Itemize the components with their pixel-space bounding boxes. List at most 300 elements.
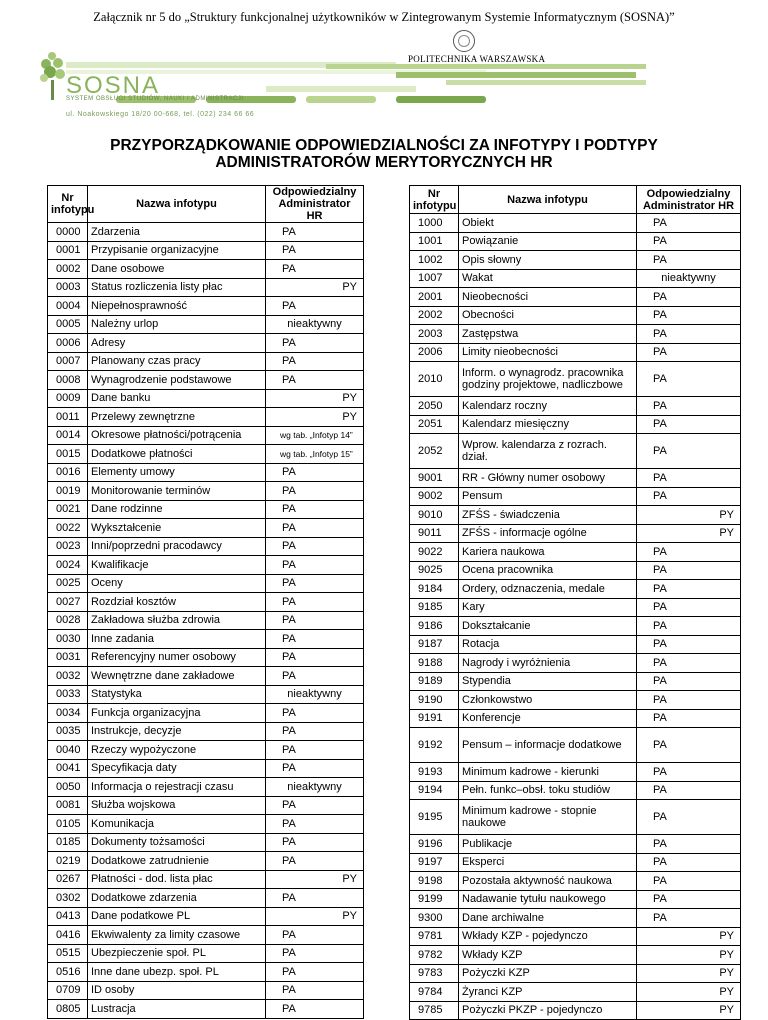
table-row <box>48 371 364 390</box>
admin-py: PY <box>334 907 364 926</box>
table-row <box>48 648 364 667</box>
infotype-name: Opis słowny <box>459 251 637 270</box>
table-row <box>410 598 741 617</box>
admin-py <box>709 561 741 580</box>
admin-py: PY <box>709 964 741 983</box>
infotype-number: 0041 <box>48 759 88 778</box>
admin-py <box>334 241 364 260</box>
admin-pa: PA <box>637 598 709 617</box>
admin-py <box>334 944 364 963</box>
infotype-number: 2001 <box>410 288 459 307</box>
infotype-name: Służba wojskowa <box>88 796 266 815</box>
infotype-number: 0302 <box>48 889 88 908</box>
admin-pa: PA <box>637 561 709 580</box>
infotype-number: 0081 <box>48 796 88 815</box>
admin-pa: PA <box>637 434 709 469</box>
infotype-name: Informacja o rejestracji czasu <box>88 778 266 797</box>
admin-py <box>709 598 741 617</box>
infotype-name: Pensum <box>459 487 637 506</box>
admin-pa: PA <box>637 362 709 397</box>
admin-py <box>334 537 364 556</box>
table-row <box>48 611 364 630</box>
table-row <box>410 288 741 307</box>
admin-py <box>709 909 741 928</box>
admin-pa: PA <box>637 709 709 728</box>
table-row <box>410 927 741 946</box>
admin-pa: PA <box>266 482 334 501</box>
infotype-name: Rozdział kosztów <box>88 593 266 612</box>
admin-pa: PA <box>266 1000 334 1019</box>
table-row <box>410 691 741 710</box>
admin-py <box>709 580 741 599</box>
admin-pa <box>266 278 334 297</box>
infotype-name: Referencyjny numer osobowy <box>88 648 266 667</box>
table-row <box>48 519 364 538</box>
table-row <box>48 500 364 519</box>
infotype-name: Monitorowanie terminów <box>88 482 266 501</box>
admin-pa: PA <box>266 463 334 482</box>
admin-py <box>709 635 741 654</box>
infotype-number: 0019 <box>48 482 88 501</box>
table-row <box>48 778 364 797</box>
infotype-number: 0040 <box>48 741 88 760</box>
infotype-name: ID osoby <box>88 981 266 1000</box>
infotype-number: 0016 <box>48 463 88 482</box>
infotype-name: Specyfikacja daty <box>88 759 266 778</box>
infotype-number: 0002 <box>48 260 88 279</box>
infotype-name: RR - Główny numer osobowy <box>459 469 637 488</box>
admin-py <box>334 741 364 760</box>
infotype-number: 9185 <box>410 598 459 617</box>
admin-pa <box>637 983 709 1002</box>
admin-pa: PA <box>637 763 709 782</box>
admin-pa: PA <box>266 334 334 353</box>
table-row <box>410 415 741 434</box>
infotype-number: 0008 <box>48 371 88 390</box>
table-row <box>410 561 741 580</box>
infotype-name: Zdarzenia <box>88 223 266 242</box>
infotype-name: Pożyczki PKZP - pojedynczo <box>459 1001 637 1020</box>
table-row <box>48 833 364 852</box>
infotype-name: Przypisanie organizacyjne <box>88 241 266 260</box>
infotype-number: 0028 <box>48 611 88 630</box>
infotype-name: Obiekt <box>459 214 637 233</box>
admin-py <box>334 796 364 815</box>
infotype-number: 9785 <box>410 1001 459 1020</box>
infotype-name: Dodatkowe zdarzenia <box>88 889 266 908</box>
infotype-name: Dokumenty tożsamości <box>88 833 266 852</box>
infotype-number: 1000 <box>410 214 459 233</box>
infotype-name: Dane banku <box>88 389 266 408</box>
admin-py: PY <box>334 408 364 427</box>
infotype-number: 0027 <box>48 593 88 612</box>
admin-py <box>709 728 741 763</box>
infotype-name: Wakat <box>459 269 637 288</box>
admin-pa: PA <box>266 260 334 279</box>
admin-pa: PA <box>266 741 334 760</box>
admin-pa <box>637 964 709 983</box>
admin-py: PY <box>334 389 364 408</box>
admin-pa: PA <box>266 722 334 741</box>
infotype-number: 9198 <box>410 872 459 891</box>
admin-py <box>709 709 741 728</box>
admin-py <box>334 371 364 390</box>
infotype-number: 0185 <box>48 833 88 852</box>
infotype-name: Nadawanie tytułu naukowego <box>459 890 637 909</box>
infotype-name: Limity nieobecności <box>459 343 637 362</box>
table-row <box>48 889 364 908</box>
infotype-name: Statystyka <box>88 685 266 704</box>
infotype-number: 2050 <box>410 397 459 416</box>
admin-pa: PA <box>637 306 709 325</box>
infotype-name: ZFŚS - świadczenia <box>459 506 637 525</box>
table-row <box>410 890 741 909</box>
infotype-number: 0032 <box>48 667 88 686</box>
admin-py <box>709 835 741 854</box>
infotype-name: Wkłady KZP - pojedynczo <box>459 927 637 946</box>
infotype-name: Elementy umowy <box>88 463 266 482</box>
logo-wordmark: SOSNA <box>66 72 161 99</box>
admin-py <box>334 352 364 371</box>
infotype-name: Planowany czas pracy <box>88 352 266 371</box>
table-row <box>48 907 364 926</box>
infotype-number: 9300 <box>410 909 459 928</box>
admin-pa: PA <box>637 288 709 307</box>
admin-pa: PA <box>266 889 334 908</box>
admin-py <box>334 889 364 908</box>
admin-pa: PA <box>266 815 334 834</box>
admin-py <box>334 926 364 945</box>
infotype-name: Okresowe płatności/potrącenia <box>88 426 266 445</box>
infotype-name: Inne dane ubezp. społ. PL <box>88 963 266 982</box>
table-row <box>48 630 364 649</box>
col-header-name: Nazwa infotypu <box>459 186 637 214</box>
table-row <box>410 580 741 599</box>
table-row <box>48 278 364 297</box>
infotype-number: 0000 <box>48 223 88 242</box>
table-row <box>410 872 741 891</box>
admin-pa: PA <box>266 981 334 1000</box>
infotype-name: Obecności <box>459 306 637 325</box>
admin-pa: PA <box>266 500 334 519</box>
admin-py <box>709 306 741 325</box>
infotype-name: Zastępstwa <box>459 325 637 344</box>
table-row <box>48 574 364 593</box>
infotype-name: Komunikacja <box>88 815 266 834</box>
infotype-name: Pozostała aktywność naukowa <box>459 872 637 891</box>
admin-pa: PA <box>266 556 334 575</box>
admin-py <box>334 759 364 778</box>
infotype-number: 0006 <box>48 334 88 353</box>
col-header-nr: Nr infotypu <box>48 186 88 223</box>
col-header-admin: Odpowiedzialny Administrator HR <box>637 186 741 214</box>
infotype-number: 9011 <box>410 524 459 543</box>
infotype-number: 0267 <box>48 870 88 889</box>
infotype-name: Dodatkowe płatności <box>88 445 266 464</box>
admin-py <box>334 297 364 316</box>
infotype-number: 9192 <box>410 728 459 763</box>
table-row <box>410 397 741 416</box>
infotype-number: 0001 <box>48 241 88 260</box>
table-row <box>410 306 741 325</box>
infotype-number: 2006 <box>410 343 459 362</box>
infotype-name: Kwalifikacje <box>88 556 266 575</box>
admin-pa: PA <box>266 537 334 556</box>
admin-py <box>709 397 741 416</box>
table-row <box>410 269 741 288</box>
infotype-name: Płatności - dod. lista płac <box>88 870 266 889</box>
admin-pa: PA <box>637 835 709 854</box>
admin-pa: PA <box>637 890 709 909</box>
admin-status: nieaktywny <box>266 685 364 704</box>
admin-py <box>709 415 741 434</box>
admin-py <box>334 852 364 871</box>
infotype-name: Instrukcje, decyzje <box>88 722 266 741</box>
table-row <box>410 232 741 251</box>
infotype-number: 0805 <box>48 1000 88 1019</box>
infotype-name: Dokształcanie <box>459 617 637 636</box>
infotype-number: 9195 <box>410 800 459 835</box>
infotype-number: 2051 <box>410 415 459 434</box>
infotype-table-right <box>409 185 741 1020</box>
admin-pa <box>266 870 334 889</box>
infotype-number: 9188 <box>410 654 459 673</box>
infotype-number: 2010 <box>410 362 459 397</box>
infotype-name: Powiązanie <box>459 232 637 251</box>
table-row <box>48 685 364 704</box>
admin-py <box>709 214 741 233</box>
admin-pa: PA <box>266 297 334 316</box>
table-row <box>410 728 741 763</box>
infotype-number: 0516 <box>48 963 88 982</box>
infotype-name: Rzeczy wypożyczone <box>88 741 266 760</box>
table-row <box>410 543 741 562</box>
table-row <box>410 1001 741 1020</box>
admin-pa: PA <box>637 781 709 800</box>
table-row <box>410 214 741 233</box>
table-row <box>410 617 741 636</box>
admin-pa: PA <box>637 214 709 233</box>
table-row <box>48 741 364 760</box>
admin-py <box>709 672 741 691</box>
admin-status: nieaktywny <box>637 269 741 288</box>
infotype-number: 9199 <box>410 890 459 909</box>
admin-pa: PA <box>266 371 334 390</box>
infotype-number: 9193 <box>410 763 459 782</box>
admin-pa: PA <box>266 574 334 593</box>
table-row <box>48 667 364 686</box>
table-row <box>410 434 741 469</box>
admin-pa <box>637 506 709 525</box>
admin-py <box>709 469 741 488</box>
infotype-number: 9197 <box>410 853 459 872</box>
infotype-number: 0031 <box>48 648 88 667</box>
admin-pa: PA <box>266 833 334 852</box>
table-row <box>410 325 741 344</box>
admin-pa: PA <box>637 415 709 434</box>
table-row <box>410 781 741 800</box>
infotype-number: 9025 <box>410 561 459 580</box>
infotype-number: 0007 <box>48 352 88 371</box>
admin-pa: PA <box>637 487 709 506</box>
table-row <box>48 704 364 723</box>
infotype-name: Nieobecności <box>459 288 637 307</box>
admin-py: PY <box>334 278 364 297</box>
admin-pa: PA <box>637 617 709 636</box>
admin-py <box>709 763 741 782</box>
table-row <box>410 635 741 654</box>
admin-pa: PA <box>637 728 709 763</box>
infotype-name: Inform. o wynagrodz. pracownika godziny projektowe, nadliczbowe <box>459 362 637 397</box>
infotype-number: 0015 <box>48 445 88 464</box>
infotype-name: Wewnętrzne dane zakładowe <box>88 667 266 686</box>
infotype-name: ZFŚS - informacje ogólne <box>459 524 637 543</box>
admin-py <box>334 1000 364 1019</box>
infotype-name: Inni/poprzedni pracodawcy <box>88 537 266 556</box>
table-row <box>48 537 364 556</box>
table-row <box>410 763 741 782</box>
admin-py: PY <box>709 1001 741 1020</box>
infotype-number: 2052 <box>410 434 459 469</box>
table-row <box>48 981 364 1000</box>
admin-py <box>709 251 741 270</box>
infotype-number: 0005 <box>48 315 88 334</box>
infotype-number: 9784 <box>410 983 459 1002</box>
admin-py <box>334 519 364 538</box>
infotype-name: Wynagrodzenie podstawowe <box>88 371 266 390</box>
infotype-name: Wkłady KZP <box>459 946 637 965</box>
admin-status: nieaktywny <box>266 315 364 334</box>
infotype-name: Nagrody i wyróżnienia <box>459 654 637 673</box>
admin-pa: PA <box>266 667 334 686</box>
admin-py <box>709 487 741 506</box>
infotype-number: 9001 <box>410 469 459 488</box>
table-row <box>48 315 364 334</box>
table-row <box>48 926 364 945</box>
admin-py <box>334 611 364 630</box>
admin-py <box>709 654 741 673</box>
infotype-number: 0413 <box>48 907 88 926</box>
infotype-name: Pożyczki KZP <box>459 964 637 983</box>
infotype-number: 0515 <box>48 944 88 963</box>
admin-py <box>709 781 741 800</box>
admin-pa <box>637 927 709 946</box>
table-row <box>48 759 364 778</box>
admin-py <box>334 833 364 852</box>
admin-pa: PA <box>266 926 334 945</box>
admin-pa: PA <box>637 325 709 344</box>
admin-py <box>334 463 364 482</box>
infotype-name: Ocena pracownika <box>459 561 637 580</box>
admin-pa: PA <box>266 241 334 260</box>
table-row <box>48 1000 364 1019</box>
infotype-name: Ubezpieczenie społ. PL <box>88 944 266 963</box>
infotype-name: Przelewy zewnętrzne <box>88 408 266 427</box>
infotype-number: 0030 <box>48 630 88 649</box>
admin-py: PY <box>709 524 741 543</box>
infotype-name: Kary <box>459 598 637 617</box>
table-row <box>410 672 741 691</box>
infotype-name: Zakładowa służba zdrowia <box>88 611 266 630</box>
table-row <box>410 946 741 965</box>
admin-py <box>709 362 741 397</box>
table-row <box>410 506 741 525</box>
infotype-name: Lustracja <box>88 1000 266 1019</box>
infotype-number: 0003 <box>48 278 88 297</box>
infotype-name: Żyranci KZP <box>459 983 637 1002</box>
title-line-2: ADMINISTRATORÓW MERYTORYCZNYCH HR <box>215 154 553 171</box>
admin-py <box>709 325 741 344</box>
admin-pa: PA <box>266 796 334 815</box>
infotype-number: 9190 <box>410 691 459 710</box>
infotype-number: 0011 <box>48 408 88 427</box>
infotype-name: Dane archiwalne <box>459 909 637 928</box>
table-row <box>48 796 364 815</box>
infotype-number: 0025 <box>48 574 88 593</box>
infotype-number: 0416 <box>48 926 88 945</box>
admin-pa: PA <box>637 872 709 891</box>
admin-pa: PA <box>637 853 709 872</box>
infotype-number: 0004 <box>48 297 88 316</box>
admin-pa: PA <box>266 593 334 612</box>
col-header-name: Nazwa infotypu <box>88 186 266 223</box>
table-body-right <box>410 214 741 1020</box>
infotype-number: 9189 <box>410 672 459 691</box>
infotype-name: Wprow. kalendarza z rozrach. dział. <box>459 434 637 469</box>
admin-py <box>334 223 364 242</box>
infotype-name: Kalendarz miesięczny <box>459 415 637 434</box>
col-header-nr: Nr infotypu <box>410 186 459 214</box>
infotype-name: Inne zadania <box>88 630 266 649</box>
admin-pa: PA <box>637 580 709 599</box>
admin-pa: PA <box>637 232 709 251</box>
admin-pa: PA <box>266 648 334 667</box>
table-row <box>48 870 364 889</box>
table-row <box>410 524 741 543</box>
infotype-number: 9783 <box>410 964 459 983</box>
admin-py <box>709 288 741 307</box>
admin-pa: PA <box>637 469 709 488</box>
table-row <box>48 426 364 445</box>
admin-py <box>334 667 364 686</box>
infotype-name: Dane rodzinne <box>88 500 266 519</box>
admin-pa: PA <box>637 672 709 691</box>
table-row <box>48 352 364 371</box>
infotype-number: 9010 <box>410 506 459 525</box>
infotype-number: 2002 <box>410 306 459 325</box>
table-row <box>48 389 364 408</box>
admin-pa: PA <box>266 963 334 982</box>
infotype-name: Stypendia <box>459 672 637 691</box>
admin-py <box>334 260 364 279</box>
admin-py <box>334 963 364 982</box>
admin-py <box>709 691 741 710</box>
admin-py <box>709 434 741 469</box>
infotype-name: Adresy <box>88 334 266 353</box>
admin-pa: PA <box>266 759 334 778</box>
infotype-number: 1007 <box>410 269 459 288</box>
infotype-name: Funkcja organizacyjna <box>88 704 266 723</box>
infotype-name: Dodatkowe zatrudnienie <box>88 852 266 871</box>
infotype-name: Ordery, odznaczenia, medale <box>459 580 637 599</box>
table-row <box>410 835 741 854</box>
infotype-number: 9022 <box>410 543 459 562</box>
admin-py <box>334 500 364 519</box>
admin-status: nieaktywny <box>266 778 364 797</box>
university-seal-icon <box>453 30 475 52</box>
admin-pa: PA <box>266 944 334 963</box>
admin-pa <box>266 389 334 408</box>
